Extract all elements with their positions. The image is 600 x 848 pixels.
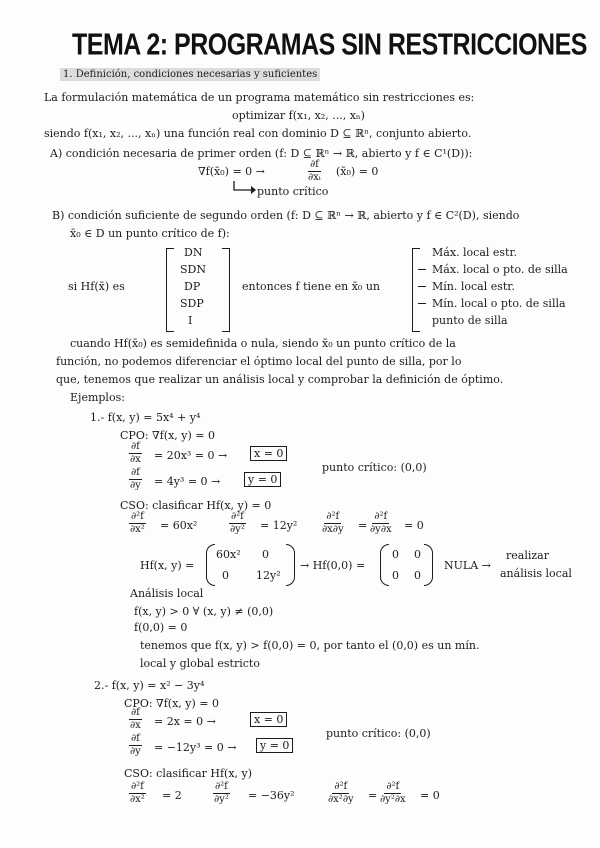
hessian-cell: 60x² [216, 548, 241, 561]
results-bracket [412, 248, 420, 332]
ex1-hessian-origin-label: → Hf(0,0) = [300, 559, 366, 572]
realizar-line-2: análisis local [500, 567, 572, 580]
matrix-left-paren [380, 544, 389, 586]
condition-a: A) condición necesaria de primer orden (f: D ⊆ ℝⁿ → ℝ, abierto y f ∈ C¹(D)): [50, 147, 473, 160]
ex1-fyy-equation: = 12y² [260, 519, 298, 532]
ex1-x-result: x = 0 [250, 448, 287, 459]
ex2-fxx-equation: = 2 [162, 789, 182, 802]
analisis-line-1: f(x, y) > 0 ∀ (x, y) ≠ (0,0) [134, 605, 274, 618]
hessian-cell: 0 [262, 548, 269, 561]
page-title: TEMA 2: PROGRAMAS SIN RESTRICCIONES [72, 27, 587, 62]
cuando-line-3: que, tenemos que realizar un análisis local y comprobar la definición de óptimo. [56, 373, 504, 386]
left-bracket [166, 248, 174, 332]
results-tick [418, 303, 426, 304]
gradient-fraction: $\frac{\partial f}{\text{∂xᵢ}}$ [308, 159, 321, 183]
result-max-local-estricto: Máx. local estr. [432, 246, 518, 259]
ex2-fxx-fraction: $\frac{\text{∂²f}}{\text{∂x²}}$ [130, 781, 145, 805]
matrix-left-paren [206, 544, 215, 586]
result-min-o-silla: Mín. local o pto. de silla [432, 297, 566, 310]
ex2-y-result: y = 0 [256, 740, 293, 751]
arrow-icon [232, 180, 258, 196]
matrix-right-paren [424, 544, 433, 586]
si-hf-label: si Hf(x̄) es [68, 280, 125, 293]
gradient-equation-lhs: ∇f(x̄₀) = 0 → [198, 165, 265, 178]
ex2-critical-point: punto crítico: (0,0) [326, 727, 431, 740]
ex2-dfx-equation: = 2x = 0 → [154, 715, 216, 728]
example-1-cso: CSO: clasificar Hf(x, y) = 0 [120, 499, 272, 512]
example-1-heading: 1.- f(x, y) = 5x⁴ + y⁴ [90, 411, 201, 424]
condition-b-line-1: B) condición suficiente de segundo orden (f: D ⊆ ℝⁿ → ℝ, abierto y f ∈ C²(D), siendo [52, 209, 520, 222]
ex1-cross-equals: = [358, 519, 368, 532]
result-min-local-estricto: Mín. local estr. [432, 280, 515, 293]
matrix-right-paren [286, 544, 295, 586]
ex2-dfx-fraction: $\frac{\partial f}{\partial x}$ [130, 707, 141, 731]
hessian-cell: 0 [222, 569, 229, 582]
gradient-equation-rhs: (x̄₀) = 0 [336, 165, 379, 178]
ex1-critical-point: punto crítico: (0,0) [322, 461, 427, 474]
ejemplos-label: Ejemplos: [70, 391, 125, 404]
results-tick [418, 286, 426, 287]
example-1-cpo: CPO: ∇f(x, y) = 0 [120, 429, 215, 442]
cuando-line-2: función, no podemos diferenciar el óptimo local del punto de silla, por lo [56, 355, 462, 368]
ex2-fxy-fraction: $\frac{\text{∂²f}}{\text{∂x²∂y}}$ [328, 781, 354, 805]
condition-b-line-2: x̄₀ ∈ D un punto crítico de f): [70, 227, 230, 240]
ex1-fxy-fraction: $\frac{\text{∂²f}}{\partial x\partial y}$ [322, 511, 344, 535]
ex2-cross-equals: = [368, 789, 378, 802]
ex2-x-result: x = 0 [250, 714, 287, 725]
analisis-line-3: tenemos que f(x, y) > f(0,0) = 0, por tanto el (0,0) es un mín. [140, 639, 480, 652]
ex1-fxx-fraction: $\frac{\text{∂²f}}{\text{∂x²}}$ [130, 511, 145, 535]
result-max-o-silla: Máx. local o pto. de silla [432, 263, 568, 276]
ex1-dfy-equation: = 4y³ = 0 → [154, 475, 221, 488]
ex2-dfy-equation: = −12y³ = 0 → [154, 741, 237, 754]
hessian-origin-cell: 0 [392, 569, 399, 582]
ex1-y-result: y = 0 [244, 474, 281, 485]
punto-critico-label: punto crítico [257, 185, 329, 198]
ex2-dfy-fraction: $\frac{\partial f}{\partial y}$ [130, 733, 141, 757]
ex1-fxx-equation: = 60x² [160, 519, 198, 532]
ex2-fyy-equation: = −36y² [248, 789, 295, 802]
right-bracket [222, 248, 230, 332]
ex1-hessian-label: Hf(x, y) = [140, 559, 195, 572]
intro-line-3: siendo f(x₁, x₂, ..., xₙ) una función real con dominio D ⊆ ℝⁿ, conjunto abierto. [44, 127, 472, 140]
ex1-dfy-fraction: $\frac{\partial f}{\partial y}$ [130, 467, 141, 491]
hessian-type-i: I [188, 314, 193, 327]
ex1-dfx-equation: = 20x³ = 0 → [154, 449, 228, 462]
hessian-origin-cell: 0 [414, 548, 421, 561]
example-2-cpo: CPO: ∇f(x, y) = 0 [124, 697, 219, 710]
hessian-type-dn: DN [184, 246, 203, 259]
ex1-fyx-fraction: $\frac{\text{∂²f}}{\partial y\partial x}$ [370, 511, 392, 535]
example-2-cso: CSO: clasificar Hf(x, y) [124, 767, 253, 780]
nula-label: NULA → [444, 559, 491, 572]
result-punto-silla: punto de silla [432, 314, 508, 327]
entonces-label: entonces f tiene en x̄₀ un [242, 280, 381, 293]
intro-line-1: La formulación matemática de un programa matemático sin restricciones es: [44, 91, 475, 104]
hessian-type-sdn: SDN [180, 263, 206, 276]
example-2-heading: 2.- f(x, y) = x² − 3y⁴ [94, 679, 205, 692]
ex2-fyy-fraction: $\frac{\text{∂²f}}{\text{∂y²}}$ [214, 781, 229, 805]
intro-line-2: optimizar f(x₁, x₂, ..., xₙ) [232, 109, 365, 122]
analisis-line-2: f(0,0) = 0 [134, 621, 188, 634]
ex1-cross-zero: = 0 [404, 519, 424, 532]
hessian-type-sdp: SDP [180, 297, 204, 310]
ex1-fyy-fraction: $\frac{\text{∂²f}}{\text{∂y²}}$ [230, 511, 245, 535]
hessian-origin-cell: 0 [392, 548, 399, 561]
cuando-line-1: cuando Hf(x̄₀) es semidefinida o nula, siendo x̄₀ un punto crítico de la [70, 337, 456, 350]
hessian-origin-cell: 0 [414, 569, 421, 582]
ex1-dfx-fraction: $\frac{\partial f}{\partial x}$ [130, 441, 141, 465]
section-heading: 1. Definición, condiciones necesarias y suficientes [60, 70, 320, 80]
analisis-line-4: local y global estricto [140, 657, 260, 670]
ex2-cross-zero: = 0 [420, 789, 440, 802]
realizar-line-1: realizar [506, 549, 549, 562]
hessian-cell: 12y² [256, 569, 281, 582]
analisis-local-heading: Análisis local [130, 587, 204, 600]
hessian-type-dp: DP [184, 280, 201, 293]
ex2-fyx-fraction: $\frac{\text{∂²f}}{\text{∂y²∂x}}$ [380, 781, 406, 805]
results-tick [418, 269, 426, 270]
